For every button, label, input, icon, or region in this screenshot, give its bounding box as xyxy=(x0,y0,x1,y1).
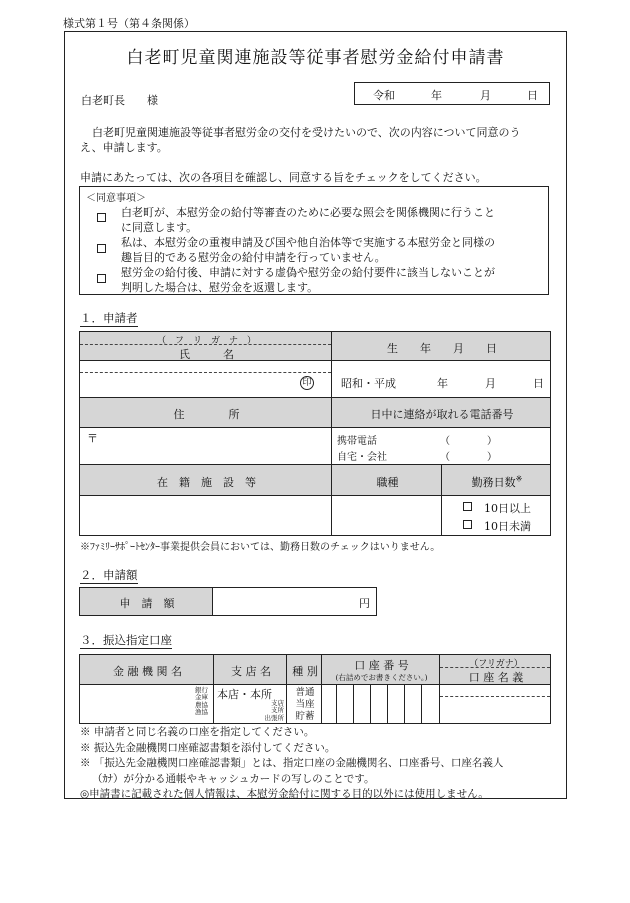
birth-year: 年 xyxy=(437,377,448,390)
job-label: 職種 xyxy=(376,476,399,489)
days-note: ※ﾌｧﾐﾘｰｻﾎﾟｰﾄｾﾝﾀｰ事業提供会員においては、勤務日数のチェックはいりません。 xyxy=(80,542,441,553)
page-title: 白老町児童関連施設等従事者慰労金給付申請書 xyxy=(126,48,505,68)
note-1: ※ 申請者と同じ名義の口座を指定してください。 xyxy=(80,726,315,738)
amount-label-cell xyxy=(79,587,213,616)
holder-furigana: （フリガナ） xyxy=(469,659,523,669)
note-3-cont: （ｶﾅ）が分かる通帳やキャッシュカードの写しのことです。 xyxy=(92,772,375,785)
birth-label: 生 年 月 日 xyxy=(387,342,497,355)
address-label: 住 所 xyxy=(173,408,240,421)
bank-table xyxy=(79,654,551,724)
name-input-cell[interactable] xyxy=(79,360,332,398)
holder-header-cell xyxy=(439,654,551,685)
address-input-cell[interactable] xyxy=(79,427,332,465)
birth-header-cell xyxy=(331,331,551,361)
birth-day: 日 xyxy=(533,377,544,390)
branch-input-cell[interactable] xyxy=(213,684,287,724)
type-header-cell xyxy=(286,654,322,685)
account-header-cell xyxy=(321,654,440,685)
intro-line-2: え、申請します。 xyxy=(80,141,168,154)
date-field[interactable] xyxy=(354,82,550,105)
phone-input-cell[interactable]: 携帯電話 （ ） 自宅・会社 （ ） xyxy=(331,427,551,465)
days-checkbox-2[interactable] xyxy=(463,520,472,529)
consent-item-1: 白老町が、本慰労金の給付等審査のために必要な照会を関係機関に行うこと に同意します。 xyxy=(121,206,495,234)
bank-label: 金 融 機 関 名 xyxy=(113,665,182,678)
addressee: 白老町長 様 xyxy=(81,94,158,107)
consent-item-2: 私は、本慰労金の重複申請及び国や他自治体等で実施する本慰労金と同様の 趣旨目的である慰労金の給付申請を行っていません。 xyxy=(121,236,495,264)
birth-input-cell[interactable] xyxy=(331,360,551,398)
form-number: 様式第１号（第４条関係） xyxy=(63,17,195,30)
mobile-label: 携帯電話 xyxy=(337,436,377,447)
days-label: 勤務日数※ xyxy=(471,474,523,489)
amount-label: 申 請 額 xyxy=(119,597,175,610)
days-option-2: 10日未満 xyxy=(484,520,531,533)
intro-line-1: 白老町児童関連施設等従事者慰労金の交付を受けたいので、次の内容について同意のう xyxy=(92,126,521,139)
days-input-cell xyxy=(441,495,551,536)
note-3: ※ 「振込先金融機関口座確認書類」とは、指定口座の金融機関名、口座番号、口座名義人 xyxy=(80,757,504,769)
bank-input-cell[interactable] xyxy=(79,684,214,724)
section-applicant-heading: １．申請者 xyxy=(80,311,138,325)
branch-type-list: 支店 支所 出張所 xyxy=(264,699,284,722)
consent-item-3: 慰労金の給付後、申請に対する虚偽や慰労金の給付要件に該当しないことが 判明した場合は、慰労金を返還します。 xyxy=(121,266,495,294)
instruction: 申請にあたっては、次の各項目を確認し、同意する旨をチェックをしてください。 xyxy=(80,171,487,184)
consent-checkbox-3[interactable] xyxy=(97,274,106,283)
postal-mark: 〒 xyxy=(87,432,98,445)
birth-era: 昭和・平成 xyxy=(341,377,396,390)
acct-type-input-cell[interactable] xyxy=(286,684,322,724)
bank-header-cell xyxy=(79,654,214,685)
acct-type-list: 普通 当座 貯蓄 xyxy=(295,687,315,722)
facility-label: 在 籍 施 設 等 xyxy=(157,476,256,489)
holder-input-cell[interactable] xyxy=(439,684,551,724)
date-era: 令和 xyxy=(373,89,395,102)
job-header-cell xyxy=(331,464,442,496)
home-label: 自宅・会社 xyxy=(337,452,387,463)
date-year: 年 xyxy=(431,89,442,102)
section-amount-heading: ２．申請額 xyxy=(80,568,138,582)
note-privacy: ◎申請書に記載された個人情報は、本慰労金給付に関する目的以外には使用しません。 xyxy=(80,788,489,800)
consent-header: ＜同意事項＞ xyxy=(86,193,146,204)
furigana-label: （ フ リ ガ ナ ） xyxy=(156,336,256,346)
date-day: 日 xyxy=(527,89,538,102)
amount-table xyxy=(79,587,377,616)
consent-checkbox-2[interactable] xyxy=(97,244,106,253)
job-input-cell[interactable] xyxy=(331,495,442,536)
amount-unit: 円 xyxy=(359,597,370,610)
facility-header-cell xyxy=(79,464,332,496)
consent-box xyxy=(79,186,549,295)
section-bank-heading: ３．振込指定口座 xyxy=(80,633,172,647)
account-note: (右詰めでお書きください。) xyxy=(335,673,428,682)
days-header-cell xyxy=(441,464,551,496)
account-input-cell[interactable] xyxy=(321,684,440,724)
date-month: 月 xyxy=(480,89,491,102)
name-header-cell xyxy=(79,331,332,361)
branch-header-cell xyxy=(213,654,287,685)
phone-header-cell xyxy=(331,397,551,428)
consent-checkbox-1[interactable] xyxy=(97,213,106,222)
days-checkbox-1[interactable] xyxy=(463,502,472,511)
holder-label: 口 座 名 義 xyxy=(468,671,524,684)
birth-month: 月 xyxy=(485,377,496,390)
applicant-table xyxy=(79,331,551,536)
seal-icon: 印 xyxy=(300,376,314,390)
amount-input-cell[interactable] xyxy=(212,587,377,616)
branch-label: 支 店 名 xyxy=(231,665,271,678)
type-label: 種 別 xyxy=(292,665,318,678)
branch-main: 本店・本所 xyxy=(217,688,272,701)
facility-input-cell[interactable] xyxy=(79,495,332,536)
bank-type-list: 銀行 金庫 農協 漁協 xyxy=(195,686,208,716)
account-label: 口 座 番 号 xyxy=(354,659,409,672)
days-option-1: 10日以上 xyxy=(484,502,531,515)
name-label: 氏 名 xyxy=(179,348,234,361)
phone-label: 日中に連絡が取れる電話番号 xyxy=(370,408,514,421)
address-header-cell xyxy=(79,397,332,428)
notes xyxy=(80,725,503,803)
note-2: ※ 振込先金融機関口座確認書類を添付してください。 xyxy=(80,741,336,754)
